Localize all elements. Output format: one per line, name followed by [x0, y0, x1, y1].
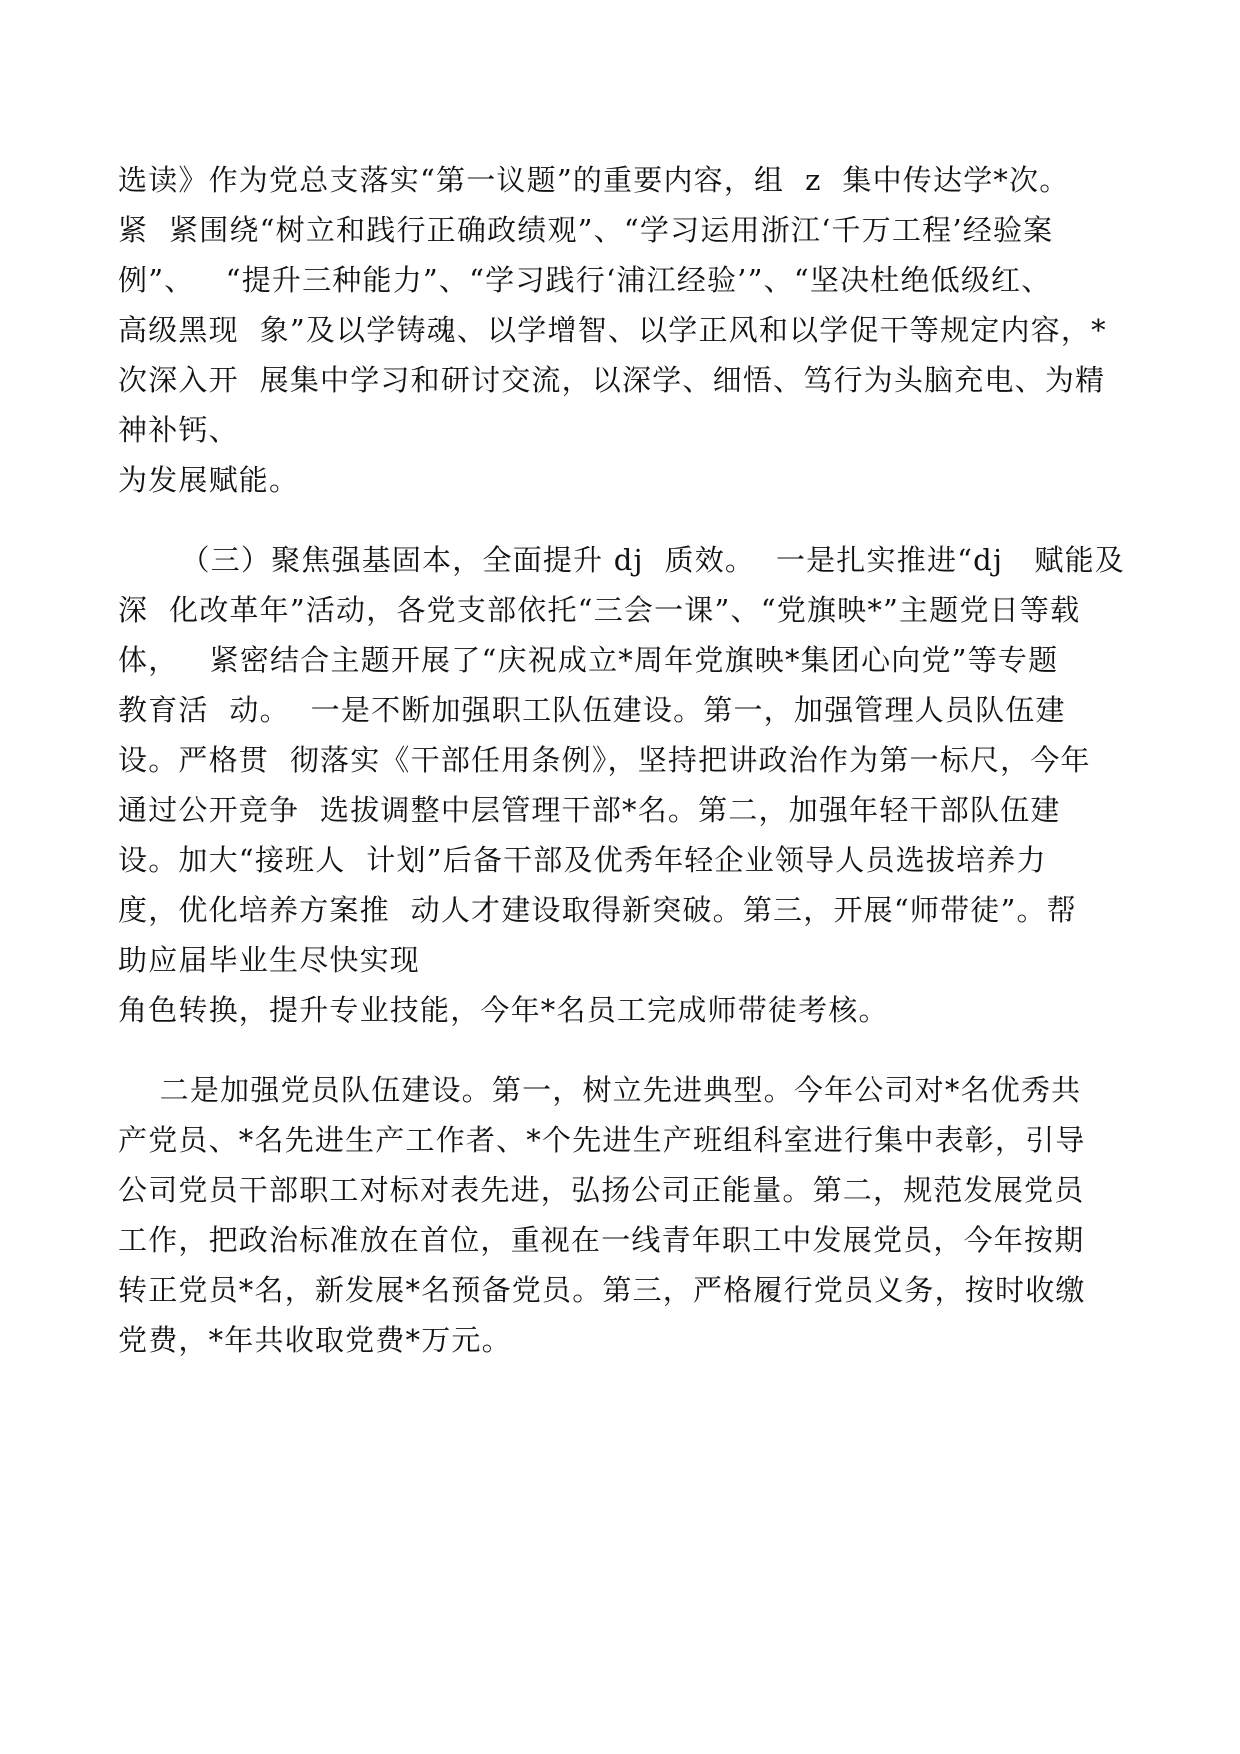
- paragraph-line: 为发展赋能。: [118, 463, 300, 497]
- paragraph-line: 深 化改革年”活动，各党支部依托“三会一课”、“党旗映*”主题党日等载: [118, 593, 1081, 627]
- paragraph-line: 助应届毕业生尽快实现: [118, 943, 421, 977]
- paragraph-line: （三）聚焦强基固本，全面提升 dj 质效。 一是扎实推进“dj 赋能及: [118, 543, 1125, 577]
- paragraph-line: 党费，*年共收取党费*万元。: [118, 1323, 512, 1357]
- paragraph-line: 例”、 “提升三种能力”、“学习践行‘浦江经验’”、“坚决杜绝低级红、: [118, 263, 1052, 297]
- paragraph-line: 度，优化培养方案推 动人才建设取得新突破。第三，开展“师带徒”。帮: [118, 893, 1077, 927]
- paragraph-line: 角色转换，提升专业技能，今年*名员工完成师带徒考核。: [118, 993, 889, 1027]
- paragraph-line: 公司党员干部职工对标对表先进，弘扬公司正能量。第二，规范发展党员: [118, 1173, 1085, 1207]
- paragraph-line: 二是加强党员队伍建设。第一，树立先进典型。今年公司对*名优秀共: [118, 1073, 1082, 1107]
- paragraph-line: 产党员、*名先进生产工作者、*个先进生产班组科室进行集中表彰，引导: [118, 1123, 1086, 1157]
- paragraph-line: 选读》作为党总支落实“第一议题”的重要内容，组 z 集中传达学*次。: [118, 163, 1070, 197]
- paragraph-line: 体， 紧密结合主题开展了“庆祝成立*周年党旗映*集团心向党”等专题: [118, 643, 1059, 677]
- paragraph-line: 高级黑现 象”及以学铸魂、以学增智、以学正风和以学促干等规定内容，*: [118, 313, 1107, 347]
- paragraph-line: 设。严格贯 彻落实《干部任用条例》，坚持把讲政治作为第一标尺，今年: [118, 743, 1091, 777]
- paragraph-line: 神补钙、: [118, 413, 239, 447]
- paragraph-line: 教育活 动。 一是不断加强职工队伍建设。第一，加强管理人员队伍建: [118, 693, 1066, 727]
- paragraph-line: 设。加大“接班人 计划”后备干部及优秀年轻企业领导人员选拔培养力: [118, 843, 1047, 877]
- paragraph-line: 紧 紧围绕“树立和践行正确政绩观”、“学习运用浙江‘千万工程’经验案: [118, 213, 1054, 247]
- paragraph-line: 通过公开竞争 选拔调整中层管理干部*名。第二，加强年轻干部队伍建: [118, 793, 1061, 827]
- paragraph-line: 次深入开 展集中学习和研讨交流，以深学、细悟、笃行为头脑充电、为精: [118, 363, 1106, 397]
- paragraph-line: 工作，把政治标准放在首位，重视在一线青年职工中发展党员，今年按期: [118, 1223, 1085, 1257]
- paragraph-line: 转正党员*名，新发展*名预备党员。第三，严格履行党员义务，按时收缴: [118, 1273, 1086, 1307]
